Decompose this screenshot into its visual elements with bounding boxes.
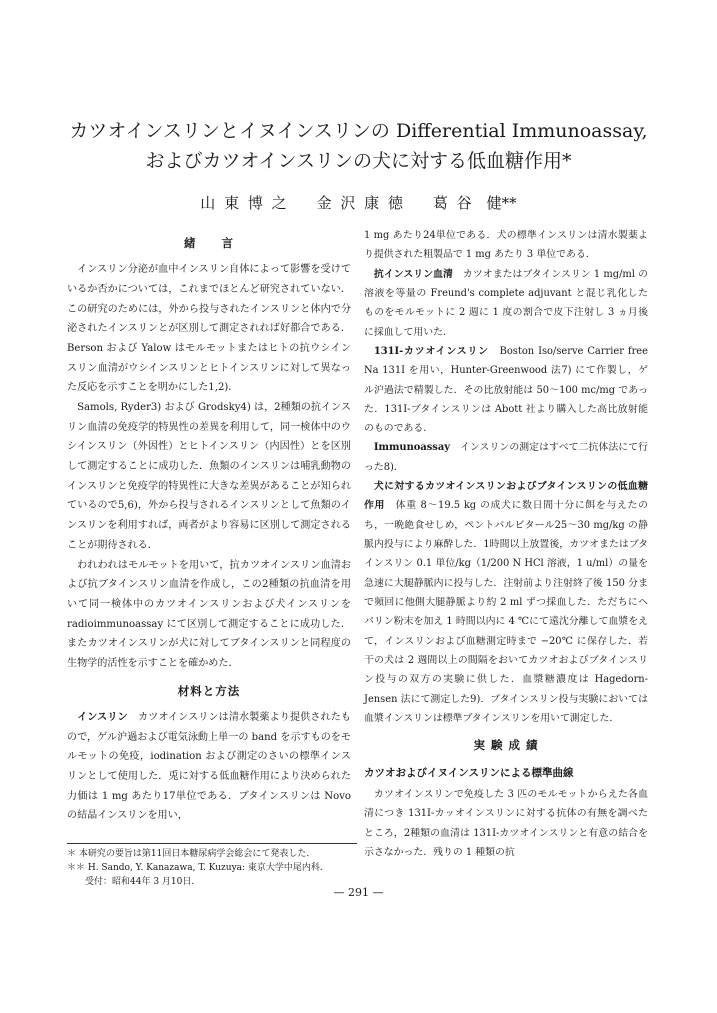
footnotes [67,843,357,890]
hypoglycemia-text: 体重 8〜19.5 kg の成犬に数日間十分に餌を与えたのち，一晩絶食せしめ，ペントバルビタール25〜30 mg/kg の静脈内投与により麻酔した．1時間以上放置後，カツオまたはブタインスリン 0.1 単位/kg（1/200 N HCl 溶液，1 u/ml）の量を急速に大腿静脈内に投与した．注射前より注射終了後 150 分まで頻回に他側大腿静脈より約 2 ml ずつ採血した．ただちにヘパリン粉末を加え 1 時間以内に 4 ℃にて遠沈分離して血漿をえて，インスリンおよび血糖測定時まで −20℃ に保存した．若干の犬は 2 週間以上の間隔をおいてカツオおよびブタインスリン投与の双方の実験に供した．血漿糖濃度は Hagedorn-Jensen 法にて測定した9)．ブタインスリン投与実験においては血漿インスリンは標準ブタインスリンを用いて測定した． [364,500,648,724]
insulin-label: インスリン [77,711,128,723]
insulin-text: カツオインスリンは清水製薬より提供されたもので，ゲル沪過および電気泳動上単一の band を示すものをモルモットの免疫，iodination および測定のさいの標準インスリンとして使用した．兎に対する低血糖作用により決められた力価は 1 mg あたり17単位である．ブタインスリンは Novo の結晶インスリンを用い， [67,711,351,822]
methods-paragraph-insulin [67,708,351,826]
immunoassay-label: Immunoassay [373,442,451,454]
paper-title-line1: カツオインスリンとイヌインスリンの Differential Immunoassay, [69,120,648,142]
left-column [67,226,351,826]
methods-heading: 材料と方法 [177,683,241,698]
intro-paragraph-3: われわれはモルモットを用いて，抗カツオインスリン血清および抗ブタインスリン血清を作成し，この2種類の抗血清を用いて同一検体中のカツオインスリンおよび犬インスリンを radioimmunoassay にて区別して測定することに成功した．またカツオインスリンが犬に対してブタインスリンと同程度の生物学的活性を示すことを確かめた． [67,559,351,669]
footnote-2: ＊＊ H. Sando, Y. Kanazawa, T. Kuzuya: 東京大学中尾内科. [67,862,323,873]
antiserum-label: 抗インスリン血清 [373,268,453,280]
footnote-1: ＊ 本研究の要旨は第11回日本糖尿病学会総会にて発表した． [67,849,316,859]
footnote-3: 受付：昭和44年 3 月10日. [67,876,195,887]
results-paragraph-1: カツオインスリンで免疫した 3 匹のモルモットからえた各血清につき 131I-カッオインスリンに対する抗体の有無を調べたところ，2種類の血清は 131I-カツオインスリンと有意の結合を示さなかった．残りの 1 種類の抗 [364,789,648,858]
methods-paragraph-immunoassay [364,438,648,477]
intro-paragraph-2: Samols, Ryder3) および Grodsky4) は，2種類の抗インスリン血清の免疫学的特異性の差異を利用して，同一検体中のウシインスリン（外因性）とヒトインスリン（内因性）とを区別して測定することに成功した．魚類のインスリンは哺乳動物のインスリンと免疫学的特異性に大きな差異があることが知られているので5,6)，外から投与されるインスリンとして魚類のインスリンを利用すれば，両者がより容易に区別して測定されることが期待される． [67,402,351,551]
authors: 山 東 博 之 金 沢 康 徳 葛 谷 健** [200,194,517,212]
labeled-insulin-text: Boston Iso/serve Carrier free Na 131I を用い，Hunter-Greenwood 法7) にて作製し，ゲル沪過法で精製した．その比放射能は 50〜100 mc/mg であった．131I-ブタインスリンは Abott 社より購入した高比放射能のものである． [364,345,648,435]
page-number: — 291 — [333,886,384,899]
antiserum-text: カツオまたはブタインスリン 1 mg/ml の溶液を等量の Freund's complete adjuvant と混じ乳化したものをモルモットに 2 週に 1 度の割合で皮下注射し 3 ヵ月後に採血して用いた． [364,268,648,338]
paper-title-line2: およびカツオインスリンの犬に対する低血糖作用* [145,150,572,172]
results-heading: 実 験 成 績 [473,738,539,753]
methods-paragraph-hypoglycemia [364,477,648,728]
intro-paragraph-1: インスリン分泌が血中インスリン自体によって影響を受けているか否かについては，これまでほとんど研究されていない．この研究のためには，外から投与されたインスリンと体内で分泌されたインスリンとが区別して測定されれば好都合である．Berson および Yalow はモルモットまたはヒトの抗ウシインスリン血清がウシインスリンとヒトインスリンに対して異なった反応を示すことを明かにした1,2)． [67,264,351,394]
immunoassay-text: インスリンの測定はすべて二抗体法にて行った8)． [364,442,648,473]
methods-insulin-continued: 1 mg あたり24単位である．犬の標準インスリンは清水製薬より提供された粗製品で 1 mg あたり 3 単位である． [364,230,648,261]
results-subheading: カツオおよびイヌインスリンによる標準曲線 [364,766,574,779]
hypoglycemia-label: 犬に対するカツオインスリンおよびブタインスリンの低血糖作用 [364,481,648,512]
intro-heading: 緒 言 [184,236,234,250]
right-column [364,226,648,862]
labeled-insulin-label: 131I-カツオインスリン [373,345,489,357]
methods-paragraph-labeled-insulin [364,342,648,439]
methods-paragraph-antiserum [364,265,648,342]
